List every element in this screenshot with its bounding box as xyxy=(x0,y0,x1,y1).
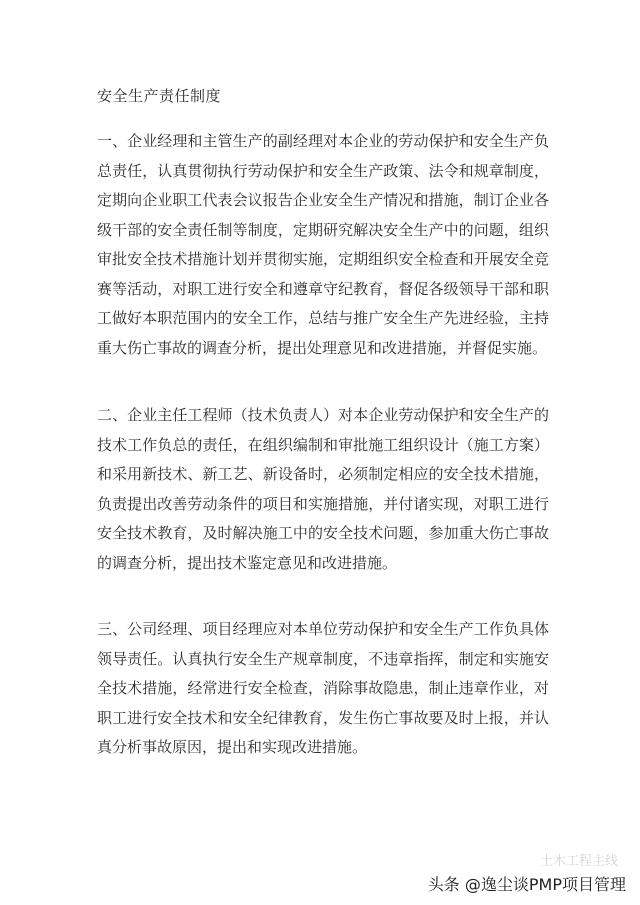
paragraph-line: 重大伤亡事故的调查分析，提出处理意见和改进措施，并督促实施。 xyxy=(97,338,548,357)
paragraph-line: 赛等活动，对职工进行安全和遵章守纪教育，督促各级领导干部和职 xyxy=(97,279,549,298)
paragraph-line: 职工进行安全技术和安全纪律教育，发生伤亡事故要及时上报，并认 xyxy=(97,708,549,727)
paragraph-line: 定期向企业职工代表会议报告企业安全生产情况和措施，制订企业各 xyxy=(97,191,549,209)
paragraph-line: 负责提出改善劳动条件的项目和实施措施，并付诸实现，对职工进行 xyxy=(97,494,549,513)
paragraph-line: 技术工作负总的责任，在组织编制和审批施工组织设计（施工方案） xyxy=(97,435,549,454)
paragraph-line: 全技术措施，经常进行安全检查，消除事故隐患，制止违章作业，对 xyxy=(97,679,549,697)
paragraph-line: 总责任，认真贯彻执行劳动保护和安全生产政策、法令和规章制度， xyxy=(97,161,549,180)
paragraph-3 xyxy=(97,615,549,763)
background-watermark: 土木工程主线 xyxy=(539,854,618,869)
paragraph-line: 二、企业主任工程师（技术负责人）对本企业劳动保护和安全生产的 xyxy=(97,406,549,424)
paragraph-line: 一、企业经理和主管生产的副经理对本企业的劳动保护和安全生产负 xyxy=(97,132,549,150)
paragraph-line: 级干部的安全责任制等制度，定期研究解决安全生产中的问题，组织 xyxy=(97,220,549,239)
paragraph-line: 工做好本职范围内的安全工作，总结与推广安全生产先进经验，主持 xyxy=(97,309,549,327)
source-watermark: 头条 @逸尘谈PMP项目管理 xyxy=(427,875,626,894)
paragraph-1 xyxy=(97,127,549,363)
paragraph-line: 领导责任。认真执行安全生产规章制度，不违章指挥，制定和实施安 xyxy=(97,649,549,668)
paragraph-line: 安全技术教育，及时解决施工中的安全技术问题，参加重大伤亡事故 xyxy=(97,524,549,542)
document-title: 安全生产责任制度 xyxy=(97,87,222,105)
paragraph-line: 审批安全技术措施计划并贯彻实施，定期组织安全检查和开展安全竞 xyxy=(97,250,549,268)
paragraph-line: 和采用新技术、新工艺、新设备时，必须制定相应的安全技术措施， xyxy=(97,465,549,483)
paragraph-line: 的调查分析，提出技术鉴定意见和改进措施。 xyxy=(97,553,398,572)
paragraph-2 xyxy=(97,401,549,578)
paragraph-line: 真分析事故原因，提出和实现改进措施。 xyxy=(97,738,368,756)
paragraph-line: 三、公司经理、项目经理应对本单位劳动保护和安全生产工作负具体 xyxy=(97,620,549,638)
